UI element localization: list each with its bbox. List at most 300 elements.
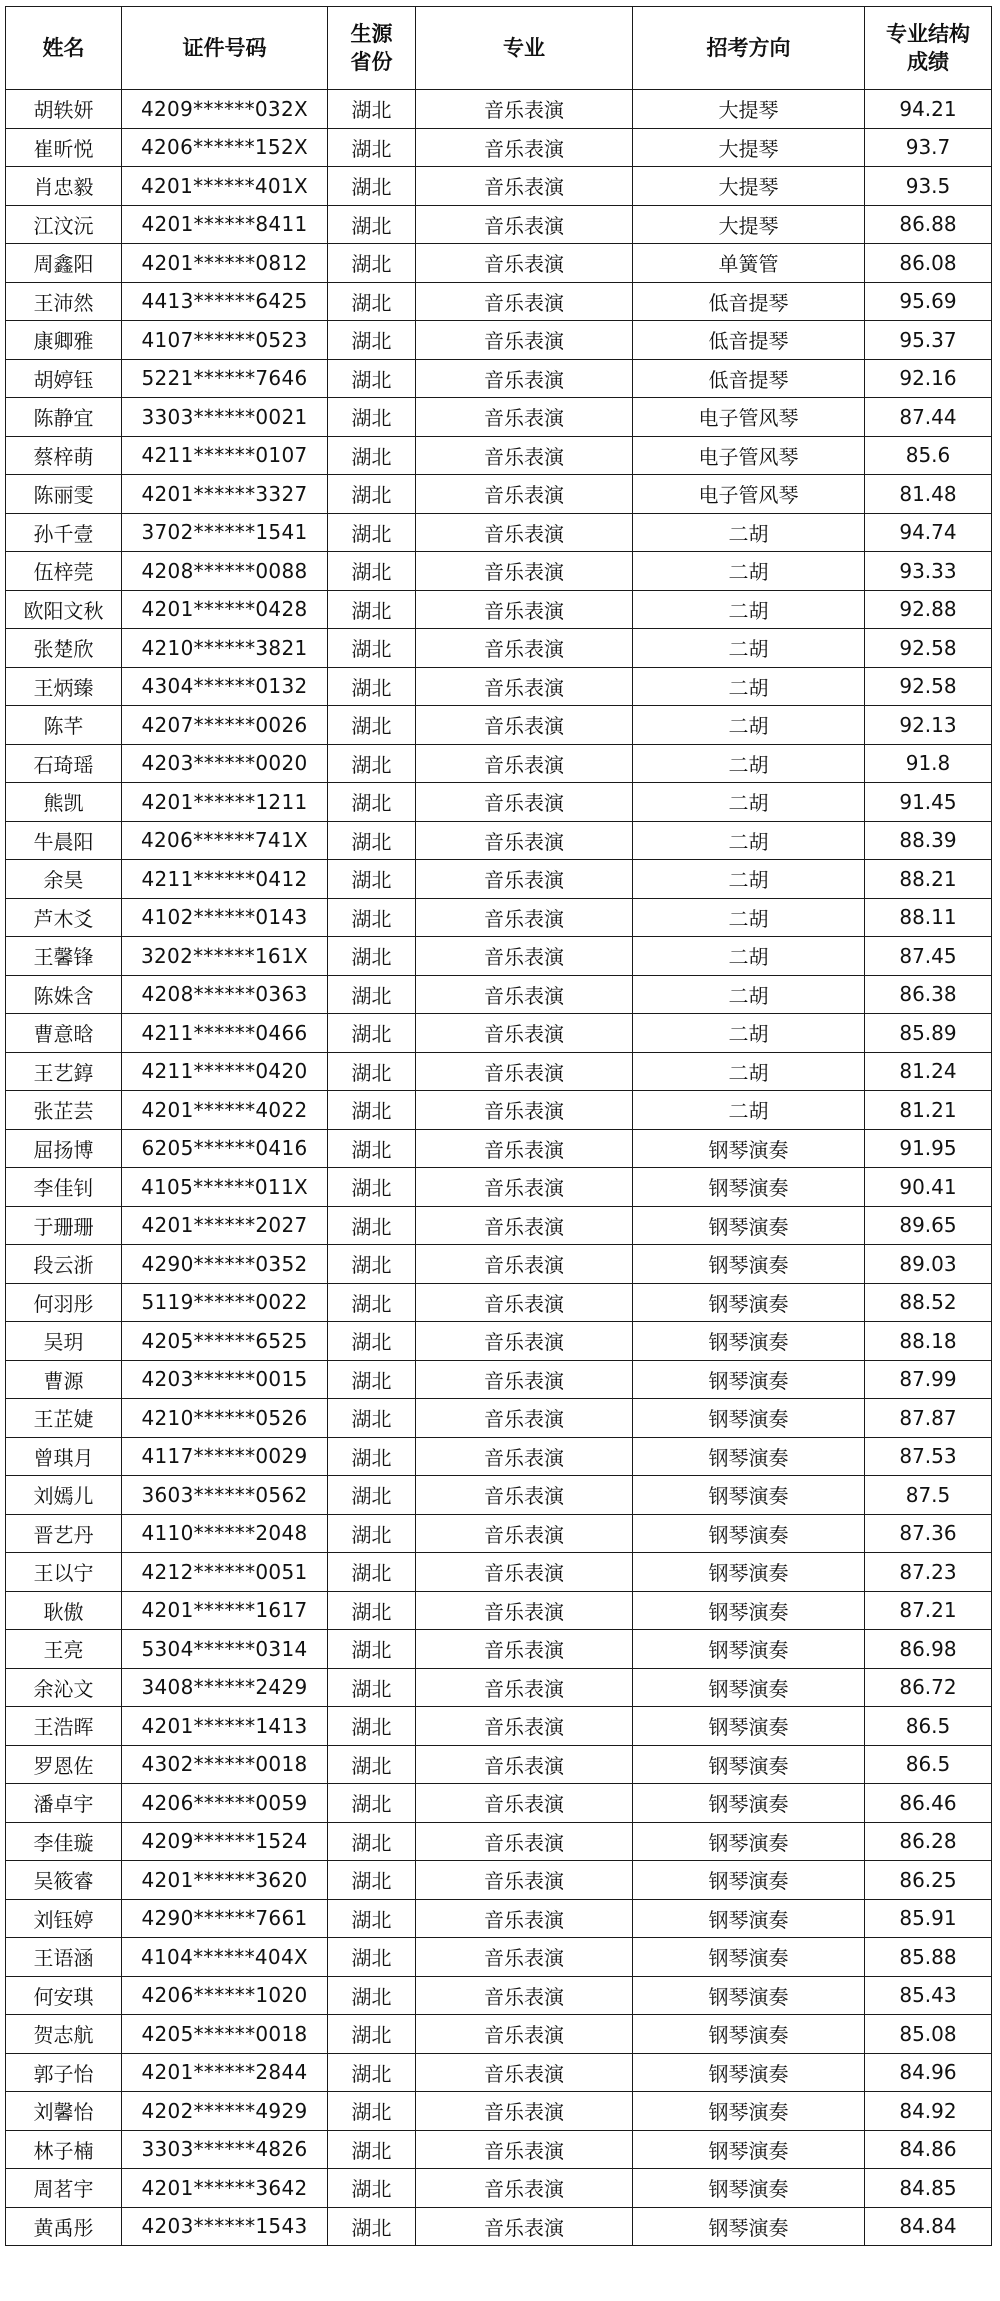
cell-direction: 钢琴演奏	[633, 1206, 865, 1245]
cell-name: 崔昕悦	[6, 128, 122, 167]
cell-id-number: 3303******4826	[122, 2130, 328, 2169]
cell-province: 湖北	[328, 1168, 416, 1207]
cell-name: 欧阳文秋	[6, 590, 122, 629]
cell-direction: 低音提琴	[633, 282, 865, 321]
cell-score: 85.6	[865, 436, 992, 475]
cell-major: 音乐表演	[416, 2015, 633, 2054]
cell-major: 音乐表演	[416, 1591, 633, 1630]
table-row	[6, 1322, 992, 1361]
cell-name: 张芷芸	[6, 1091, 122, 1130]
cell-province: 湖北	[328, 1668, 416, 1707]
cell-direction: 二胡	[633, 629, 865, 668]
cell-name: 曾琪月	[6, 1437, 122, 1476]
cell-score: 85.43	[865, 1976, 992, 2015]
cell-direction: 钢琴演奏	[633, 1283, 865, 1322]
cell-direction: 钢琴演奏	[633, 1245, 865, 1284]
cell-direction: 二胡	[633, 1052, 865, 1091]
cell-direction: 二胡	[633, 667, 865, 706]
cell-score: 93.33	[865, 552, 992, 591]
cell-id-number: 5221******7646	[122, 359, 328, 398]
table-row	[6, 2092, 992, 2131]
cell-name: 康卿雅	[6, 321, 122, 360]
cell-province: 湖北	[328, 821, 416, 860]
cell-major: 音乐表演	[416, 1399, 633, 1438]
table-row	[6, 128, 992, 167]
cell-name: 罗恩佐	[6, 1745, 122, 1784]
cell-id-number: 4201******2844	[122, 2053, 328, 2092]
cell-major: 音乐表演	[416, 1168, 633, 1207]
cell-score: 84.85	[865, 2169, 992, 2208]
cell-name: 潘卓宇	[6, 1784, 122, 1823]
table-row	[6, 937, 992, 976]
cell-name: 余沁文	[6, 1668, 122, 1707]
cell-name: 王以宁	[6, 1553, 122, 1592]
cell-name: 王炳臻	[6, 667, 122, 706]
cell-name: 王沛然	[6, 282, 122, 321]
cell-score: 86.38	[865, 975, 992, 1014]
cell-direction: 大提琴	[633, 205, 865, 244]
cell-score: 87.5	[865, 1476, 992, 1515]
cell-id-number: 4201******2027	[122, 1206, 328, 1245]
table-row	[6, 1168, 992, 1207]
cell-name: 刘嫣儿	[6, 1476, 122, 1515]
cell-direction: 大提琴	[633, 167, 865, 206]
table-row	[6, 1899, 992, 1938]
cell-score: 93.7	[865, 128, 992, 167]
cell-name: 曹意晗	[6, 1014, 122, 1053]
table-row	[6, 398, 992, 437]
cell-id-number: 4209******1524	[122, 1822, 328, 1861]
table-row	[6, 1129, 992, 1168]
cell-direction: 大提琴	[633, 128, 865, 167]
cell-score: 92.58	[865, 629, 992, 668]
cell-score: 86.88	[865, 205, 992, 244]
cell-direction: 电子管风琴	[633, 436, 865, 475]
cell-major: 音乐表演	[416, 1322, 633, 1361]
cell-score: 88.11	[865, 898, 992, 937]
cell-province: 湖北	[328, 860, 416, 899]
cell-id-number: 4413******6425	[122, 282, 328, 321]
cell-id-number: 4209******032X	[122, 90, 328, 129]
cell-score: 87.45	[865, 937, 992, 976]
cell-name: 王馨锋	[6, 937, 122, 976]
cell-id-number: 6205******0416	[122, 1129, 328, 1168]
cell-direction: 二胡	[633, 1091, 865, 1130]
cell-direction: 钢琴演奏	[633, 1784, 865, 1823]
cell-score: 87.21	[865, 1591, 992, 1630]
cell-province: 湖北	[328, 937, 416, 976]
cell-direction: 电子管风琴	[633, 475, 865, 514]
cell-score: 87.99	[865, 1360, 992, 1399]
cell-major: 音乐表演	[416, 1861, 633, 1900]
table-row	[6, 436, 992, 475]
cell-id-number: 4210******0526	[122, 1399, 328, 1438]
cell-score: 84.84	[865, 2207, 992, 2246]
table-row	[6, 321, 992, 360]
cell-province: 湖北	[328, 1052, 416, 1091]
cell-major: 音乐表演	[416, 1206, 633, 1245]
cell-id-number: 4206******1020	[122, 1976, 328, 2015]
cell-province: 湖北	[328, 1976, 416, 2015]
cell-name: 伍梓莞	[6, 552, 122, 591]
cell-id-number: 4211******0412	[122, 860, 328, 899]
table-row	[6, 783, 992, 822]
cell-id-number: 4206******741X	[122, 821, 328, 860]
table-row	[6, 2015, 992, 2054]
cell-province: 湖北	[328, 1399, 416, 1438]
table-body	[6, 90, 992, 2246]
cell-id-number: 4201******1617	[122, 1591, 328, 1630]
table-row	[6, 744, 992, 783]
cell-major: 音乐表演	[416, 552, 633, 591]
cell-id-number: 4107******0523	[122, 321, 328, 360]
cell-province: 湖北	[328, 2169, 416, 2208]
cell-score: 89.65	[865, 1206, 992, 1245]
cell-score: 92.16	[865, 359, 992, 398]
cell-name: 王亮	[6, 1630, 122, 1669]
cell-major: 音乐表演	[416, 898, 633, 937]
cell-major: 音乐表演	[416, 513, 633, 552]
cell-major: 音乐表演	[416, 359, 633, 398]
cell-direction: 钢琴演奏	[633, 1360, 865, 1399]
cell-id-number: 4290******0352	[122, 1245, 328, 1284]
cell-name: 吴玥	[6, 1322, 122, 1361]
cell-name: 肖忠毅	[6, 167, 122, 206]
cell-major: 音乐表演	[416, 1976, 633, 2015]
table-row	[6, 1014, 992, 1053]
cell-major: 音乐表演	[416, 1707, 633, 1746]
cell-id-number: 4105******011X	[122, 1168, 328, 1207]
cell-direction: 钢琴演奏	[633, 1591, 865, 1630]
cell-score: 86.25	[865, 1861, 992, 1900]
cell-major: 音乐表演	[416, 1014, 633, 1053]
cell-direction: 钢琴演奏	[633, 1476, 865, 1515]
cell-id-number: 4205******6525	[122, 1322, 328, 1361]
cell-province: 湖北	[328, 128, 416, 167]
table-row	[6, 1784, 992, 1823]
table-row	[6, 2169, 992, 2208]
cell-score: 88.21	[865, 860, 992, 899]
cell-major: 音乐表演	[416, 1091, 633, 1130]
cell-direction: 二胡	[633, 975, 865, 1014]
table-row	[6, 629, 992, 668]
cell-province: 湖北	[328, 90, 416, 129]
header-province-text: 生源 省份	[350, 21, 393, 74]
cell-score: 85.88	[865, 1938, 992, 1977]
cell-province: 湖北	[328, 513, 416, 552]
cell-major: 音乐表演	[416, 1784, 633, 1823]
table-row	[6, 1514, 992, 1553]
cell-province: 湖北	[328, 783, 416, 822]
cell-province: 湖北	[328, 2130, 416, 2169]
cell-province: 湖北	[328, 552, 416, 591]
cell-major: 音乐表演	[416, 1668, 633, 1707]
cell-score: 86.5	[865, 1745, 992, 1784]
table-row	[6, 282, 992, 321]
cell-direction: 钢琴演奏	[633, 1437, 865, 1476]
cell-direction: 电子管风琴	[633, 398, 865, 437]
cell-name: 李佳璇	[6, 1822, 122, 1861]
cell-score: 88.52	[865, 1283, 992, 1322]
cell-direction: 单簧管	[633, 244, 865, 283]
cell-id-number: 5304******0314	[122, 1630, 328, 1669]
table-row	[6, 1283, 992, 1322]
cell-direction: 钢琴演奏	[633, 1822, 865, 1861]
cell-major: 音乐表演	[416, 1745, 633, 1784]
cell-score: 92.88	[865, 590, 992, 629]
cell-major: 音乐表演	[416, 1245, 633, 1284]
table-row	[6, 475, 992, 514]
cell-province: 湖北	[328, 1014, 416, 1053]
cell-score: 95.69	[865, 282, 992, 321]
cell-major: 音乐表演	[416, 1360, 633, 1399]
cell-name: 胡婷钰	[6, 359, 122, 398]
header-id-number: 证件号码	[122, 7, 328, 90]
cell-id-number: 3702******1541	[122, 513, 328, 552]
cell-direction: 二胡	[633, 1014, 865, 1053]
cell-score: 87.87	[865, 1399, 992, 1438]
table-row	[6, 975, 992, 1014]
cell-id-number: 4304******0132	[122, 667, 328, 706]
cell-major: 音乐表演	[416, 2169, 633, 2208]
table-row	[6, 1476, 992, 1515]
cell-id-number: 4201******4022	[122, 1091, 328, 1130]
cell-name: 芦木爻	[6, 898, 122, 937]
cell-major: 音乐表演	[416, 1052, 633, 1091]
cell-score: 91.45	[865, 783, 992, 822]
table-row	[6, 1630, 992, 1669]
cell-province: 湖北	[328, 1360, 416, 1399]
cell-id-number: 4110******2048	[122, 1514, 328, 1553]
cell-name: 吴筱睿	[6, 1861, 122, 1900]
cell-major: 音乐表演	[416, 2130, 633, 2169]
cell-province: 湖北	[328, 629, 416, 668]
cell-province: 湖北	[328, 667, 416, 706]
cell-score: 85.91	[865, 1899, 992, 1938]
cell-id-number: 4203******0015	[122, 1360, 328, 1399]
cell-score: 88.39	[865, 821, 992, 860]
table-row	[6, 1553, 992, 1592]
cell-id-number: 4201******3642	[122, 2169, 328, 2208]
cell-name: 段云浙	[6, 1245, 122, 1284]
cell-name: 屈扬博	[6, 1129, 122, 1168]
cell-id-number: 4290******7661	[122, 1899, 328, 1938]
cell-province: 湖北	[328, 244, 416, 283]
cell-id-number: 3408******2429	[122, 1668, 328, 1707]
table-row	[6, 1052, 992, 1091]
table-row	[6, 1707, 992, 1746]
cell-name: 胡轶妍	[6, 90, 122, 129]
table-row	[6, 513, 992, 552]
cell-major: 音乐表演	[416, 821, 633, 860]
cell-direction: 钢琴演奏	[633, 2130, 865, 2169]
table-row	[6, 1399, 992, 1438]
cell-province: 湖北	[328, 436, 416, 475]
cell-direction: 二胡	[633, 783, 865, 822]
cell-direction: 二胡	[633, 937, 865, 976]
cell-name: 贺志航	[6, 2015, 122, 2054]
cell-major: 音乐表演	[416, 1822, 633, 1861]
table-row	[6, 1745, 992, 1784]
cell-id-number: 4201******0812	[122, 244, 328, 283]
cell-name: 刘钰婷	[6, 1899, 122, 1938]
cell-major: 音乐表演	[416, 1553, 633, 1592]
table-row	[6, 667, 992, 706]
cell-id-number: 4104******404X	[122, 1938, 328, 1977]
table-row	[6, 1206, 992, 1245]
cell-province: 湖北	[328, 1206, 416, 1245]
table-row	[6, 1938, 992, 1977]
cell-province: 湖北	[328, 1861, 416, 1900]
cell-major: 音乐表演	[416, 1630, 633, 1669]
cell-score: 81.48	[865, 475, 992, 514]
table-row	[6, 1861, 992, 1900]
cell-province: 湖北	[328, 475, 416, 514]
cell-score: 95.37	[865, 321, 992, 360]
cell-score: 81.24	[865, 1052, 992, 1091]
cell-id-number: 4302******0018	[122, 1745, 328, 1784]
cell-id-number: 4211******0420	[122, 1052, 328, 1091]
table-row	[6, 90, 992, 129]
table-row	[6, 1091, 992, 1130]
cell-score: 86.46	[865, 1784, 992, 1823]
cell-province: 湖北	[328, 2053, 416, 2092]
cell-score: 86.5	[865, 1707, 992, 1746]
cell-province: 湖北	[328, 1899, 416, 1938]
cell-direction: 钢琴演奏	[633, 1976, 865, 2015]
header-major: 专业	[416, 7, 633, 90]
table-row	[6, 1976, 992, 2015]
cell-direction: 钢琴演奏	[633, 2053, 865, 2092]
cell-direction: 钢琴演奏	[633, 1938, 865, 1977]
cell-province: 湖北	[328, 590, 416, 629]
cell-province: 湖北	[328, 321, 416, 360]
header-score	[865, 7, 992, 90]
cell-major: 音乐表演	[416, 1437, 633, 1476]
cell-id-number: 4203******1543	[122, 2207, 328, 2246]
cell-name: 耿傲	[6, 1591, 122, 1630]
cell-province: 湖北	[328, 359, 416, 398]
cell-major: 音乐表演	[416, 1283, 633, 1322]
cell-province: 湖北	[328, 2092, 416, 2131]
cell-name: 陈芊	[6, 706, 122, 745]
cell-province: 湖北	[328, 1283, 416, 1322]
table-row	[6, 590, 992, 629]
cell-direction: 低音提琴	[633, 359, 865, 398]
cell-id-number: 3202******161X	[122, 937, 328, 976]
cell-score: 89.03	[865, 1245, 992, 1284]
cell-name: 刘馨怡	[6, 2092, 122, 2131]
cell-name: 黄禹彤	[6, 2207, 122, 2246]
cell-direction: 二胡	[633, 898, 865, 937]
cell-direction: 钢琴演奏	[633, 1129, 865, 1168]
cell-score: 90.41	[865, 1168, 992, 1207]
cell-direction: 钢琴演奏	[633, 1899, 865, 1938]
cell-major: 音乐表演	[416, 1476, 633, 1515]
cell-direction: 二胡	[633, 706, 865, 745]
cell-major: 音乐表演	[416, 1938, 633, 1977]
cell-id-number: 3303******0021	[122, 398, 328, 437]
table-row	[6, 1822, 992, 1861]
cell-major: 音乐表演	[416, 128, 633, 167]
cell-id-number: 4208******0088	[122, 552, 328, 591]
cell-name: 郭子怡	[6, 2053, 122, 2092]
cell-direction: 二胡	[633, 590, 865, 629]
cell-major: 音乐表演	[416, 975, 633, 1014]
cell-major: 音乐表演	[416, 205, 633, 244]
cell-direction: 二胡	[633, 552, 865, 591]
cell-province: 湖北	[328, 282, 416, 321]
table-row	[6, 244, 992, 283]
cell-province: 湖北	[328, 1091, 416, 1130]
cell-province: 湖北	[328, 1707, 416, 1746]
cell-major: 音乐表演	[416, 937, 633, 976]
cell-province: 湖北	[328, 1784, 416, 1823]
table-row	[6, 2207, 992, 2246]
cell-name: 余昊	[6, 860, 122, 899]
cell-name: 王芷婕	[6, 1399, 122, 1438]
cell-score: 84.92	[865, 2092, 992, 2131]
cell-major: 音乐表演	[416, 398, 633, 437]
cell-province: 湖北	[328, 1745, 416, 1784]
table-row	[6, 706, 992, 745]
cell-major: 音乐表演	[416, 744, 633, 783]
cell-name: 陈丽雯	[6, 475, 122, 514]
cell-major: 音乐表演	[416, 2092, 633, 2131]
cell-major: 音乐表演	[416, 629, 633, 668]
cell-province: 湖北	[328, 1514, 416, 1553]
table-row	[6, 860, 992, 899]
cell-id-number: 4201******401X	[122, 167, 328, 206]
cell-id-number: 4201******1211	[122, 783, 328, 822]
cell-id-number: 5119******0022	[122, 1283, 328, 1322]
table-row	[6, 1245, 992, 1284]
cell-score: 87.23	[865, 1553, 992, 1592]
cell-direction: 钢琴演奏	[633, 1668, 865, 1707]
cell-direction: 钢琴演奏	[633, 1553, 865, 1592]
score-table-container	[5, 6, 992, 2246]
cell-major: 音乐表演	[416, 282, 633, 321]
table-row	[6, 1360, 992, 1399]
cell-name: 陈静宜	[6, 398, 122, 437]
cell-province: 湖北	[328, 706, 416, 745]
cell-name: 王浩晖	[6, 1707, 122, 1746]
table-row	[6, 898, 992, 937]
cell-name: 石琦瑶	[6, 744, 122, 783]
cell-province: 湖北	[328, 2015, 416, 2054]
cell-name: 蔡梓萌	[6, 436, 122, 475]
cell-major: 音乐表演	[416, 706, 633, 745]
cell-name: 江汶沅	[6, 205, 122, 244]
cell-major: 音乐表演	[416, 244, 633, 283]
table-header	[6, 7, 992, 90]
header-direction: 招考方向	[633, 7, 865, 90]
cell-id-number: 4207******0026	[122, 706, 328, 745]
cell-province: 湖北	[328, 1129, 416, 1168]
cell-score: 86.98	[865, 1630, 992, 1669]
cell-score: 88.18	[865, 1322, 992, 1361]
cell-major: 音乐表演	[416, 1129, 633, 1168]
cell-score: 93.5	[865, 167, 992, 206]
cell-direction: 钢琴演奏	[633, 1168, 865, 1207]
cell-name: 周鑫阳	[6, 244, 122, 283]
cell-score: 91.8	[865, 744, 992, 783]
cell-score: 94.74	[865, 513, 992, 552]
cell-province: 湖北	[328, 1938, 416, 1977]
table-row	[6, 167, 992, 206]
cell-direction: 钢琴演奏	[633, 2092, 865, 2131]
cell-major: 音乐表演	[416, 2053, 633, 2092]
